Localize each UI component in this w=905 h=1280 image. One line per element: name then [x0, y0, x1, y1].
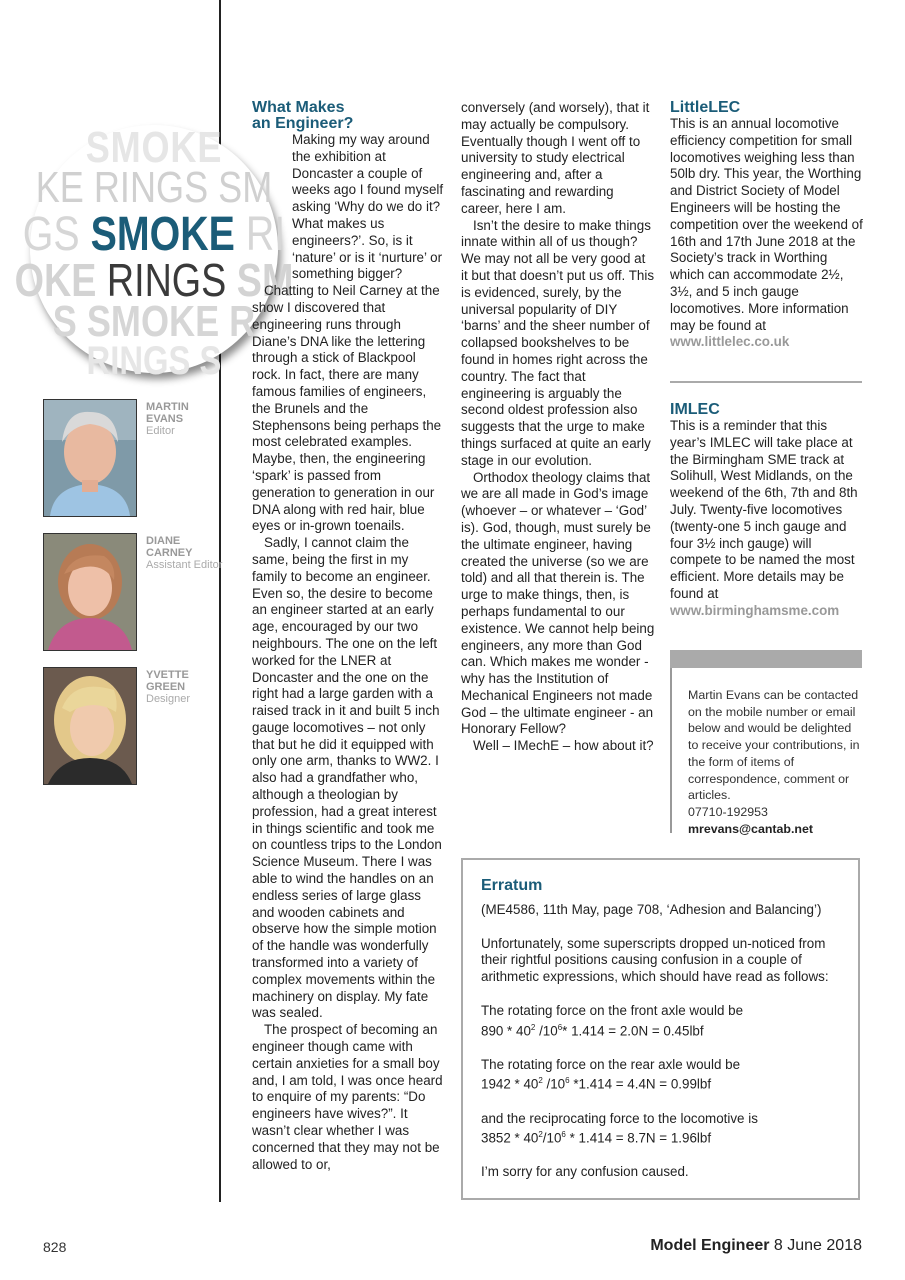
smoke-rings-logo — [14, 123, 294, 383]
avatar — [43, 533, 137, 651]
erratum-intro: Unfortunately, some superscripts dropped un-noticed from their rightful positions causing confusion in a couple of arithmetic expressions, which should have read as follows: — [481, 935, 829, 985]
staff-diane-carney — [43, 533, 221, 651]
section-divider — [670, 381, 862, 383]
contact-header-bar — [670, 650, 862, 668]
littlelec-link[interactable]: www.littlelec.co.uk — [670, 334, 790, 350]
imlec-text: This is a reminder that this year’s IMLEC will take place at the Birmingham SME track at Solihull, West Midlands, on the weekend of the 6th, 7th and 8th July. Twenty-five locomotives (twenty-one 5 inch gauge and four 3½ inch gauge) will compete to be named the most efficient. More details may be found at — [670, 418, 858, 601]
article-paragraph: Well – IMechE – how about it? — [473, 738, 654, 754]
article-paragraph: Sadly, I cannot claim the same, being the first in my family to become an engineer. Even so, the desire to become an engineer started at an early age, encouraged by our two neighbours. The one on the left worked for the LNER at Doncaster and the one on the right had a large garden with a raised track in it and built 5 inch gauge locomotives – not only that but he did it equipped with only one arm, thanks to WW2. I also had a grandfather who, although a theologian by profession, had a great interest in things scientific and took me on countless trips to the London Science Museum. There I was able to wind the handles on an endless series of large glass and wooden cabinets and observe how the simple motion of the handle was wonderfully transformed into a variety of complex movements within the machinery on display. My fate was sealed. — [252, 535, 442, 1021]
staff-name: DIANE CARNEY Assistant Editor — [146, 535, 223, 571]
column-2 — [461, 100, 655, 755]
contact-border — [670, 668, 672, 833]
erratum-recip: and the reciprocating force to the locomotive is $3852 * 40^2/10^6 * 1.414 = 8.7N = 1.96lbf$ — [481, 1110, 758, 1146]
staff-martin-evans — [43, 399, 221, 517]
logo-row: SMOKE — [85, 123, 223, 172]
contact-phone: 07710-192953 — [688, 804, 768, 819]
logo-title-rings: OKE RINGS SM — [14, 254, 294, 306]
article-paragraph: Orthodox theology claims that we are all made in God’s image (whoever – or whatever – ‘God’ is). God, though, must surely be the ultimate engineer, having created the universe (so we are told) and all that therein is. The urge to make things, then, is perhaps fundamental to our existence. We cannot help being engineers, any more than God can. Which makes me wonder - why has the Institution of Mechanical Engineers not made God – the ultimate engineer - an Honorary Fellow? — [461, 469, 655, 737]
article-paragraph: Chatting to Neil Carney at the show I discovered that engineering runs through Diane’s DNA like the lettering through a stick of Blackpool rock. In fact, there are many famous families of engineers, the Brunels and the Stephensons being perhaps the most celebrated examples. Maybe, then, the engineering ‘spark’ is passed from generation to generation in our DNA along with red hair, blue eyes or in-grown toenails. — [252, 283, 442, 534]
imlec-heading: IMLEC — [670, 401, 720, 418]
page-number: 828 — [43, 1239, 67, 1255]
contact-box — [688, 687, 864, 837]
article-paragraph: conversely (and worsely), that it may actually be compulsory. Eventually though I went off to university to study electrical engineering and, after a fascinating and rewarding career, here I am. — [461, 100, 650, 216]
avatar — [43, 399, 137, 517]
staff-name: MARTIN EVANS Editor — [146, 401, 189, 437]
contact-text: Martin Evans can be contacted on the mobile number or email below and would be delighted to receive your contributions, in the form of items of correspondence, comment or articles. — [688, 688, 860, 803]
contact-email[interactable]: mrevans@cantab.net — [688, 821, 814, 836]
article-heading: What Makes an Engineer? — [252, 99, 354, 132]
logo-row: KE RINGS SM — [35, 163, 273, 212]
erratum-box — [461, 858, 860, 1200]
column-1 — [252, 100, 445, 1173]
avatar — [43, 667, 137, 785]
littlelec-heading: LittleLEC — [670, 99, 741, 116]
staff-yvette-green — [43, 667, 221, 785]
erratum-closing: I’m sorry for any confusion caused. — [481, 1164, 689, 1180]
littlelec-text: This is an annual locomotive efficiency competition for small locomotives weighing less than 50lb dry. This year, the Worthing and District Society of Model Engineers will be hosting the competition over the weekend of 16th and 17th June 2018 at the Society’s track in Worthing which can accommodate 2½, 3½, and 5 inch gauge locomotives. More information may be found at — [670, 116, 863, 333]
imlec-link[interactable]: www.birminghamsme.com — [670, 602, 840, 618]
erratum-ref: (ME4586, 11th May, page 708, ‘Adhesion and Balancing’) — [481, 902, 822, 917]
column-3 — [670, 100, 864, 351]
footer-masthead: Model Engineer 8 June 2018 — [650, 1237, 862, 1254]
logo-row: RINGS S — [86, 339, 222, 383]
article-paragraph: Isn’t the desire to make things innate within all of us though? We may not all be very good at it but that doesn’t put us off. This is evidenced, surely, by the universal popularity of DIY ‘barns’ and the sheer number of collapsed bookshelves to be found in homes right across the country. The fact that engineering is arguably the second oldest profession also suggests that the urge to make things surfaced at quite an early stage in our evolution. — [461, 217, 655, 468]
logo-row: S SMOKE R — [52, 297, 256, 346]
erratum-title: Erratum — [481, 877, 543, 894]
erratum-front: The rotating force on the front axle would be $890 * 40^2$ $/10^6*$ 1.414 = 2.0N = 0.45lbf — [481, 1002, 744, 1039]
article-paragraph: The prospect of becoming an engineer though came with certain anxieties for a small boy and, I am told, I was once heard to enquire of my parents: “Do engineers have wives?”. It wasn’t clear whether I was concerned that they may not be allowed to or, — [252, 1022, 443, 1172]
imlec-section — [670, 402, 864, 620]
logo-title-smoke: GS SMOKE RI — [22, 208, 286, 261]
erratum-rear: The rotating force on the rear axle would be $1942 * 40^2$ $/10^6$ *1.414 = 4.4N = 0.99lbf — [481, 1056, 741, 1092]
article-paragraph: Making my way around the exhibition at Doncaster a couple of weeks ago I found myself asking ‘Why do we do it? What makes us engineers?’. So, is it ‘nature’ or is it ‘nurture’ or something bigger? — [292, 132, 444, 282]
staff-name: YVETTE GREEN Designer — [146, 669, 191, 705]
